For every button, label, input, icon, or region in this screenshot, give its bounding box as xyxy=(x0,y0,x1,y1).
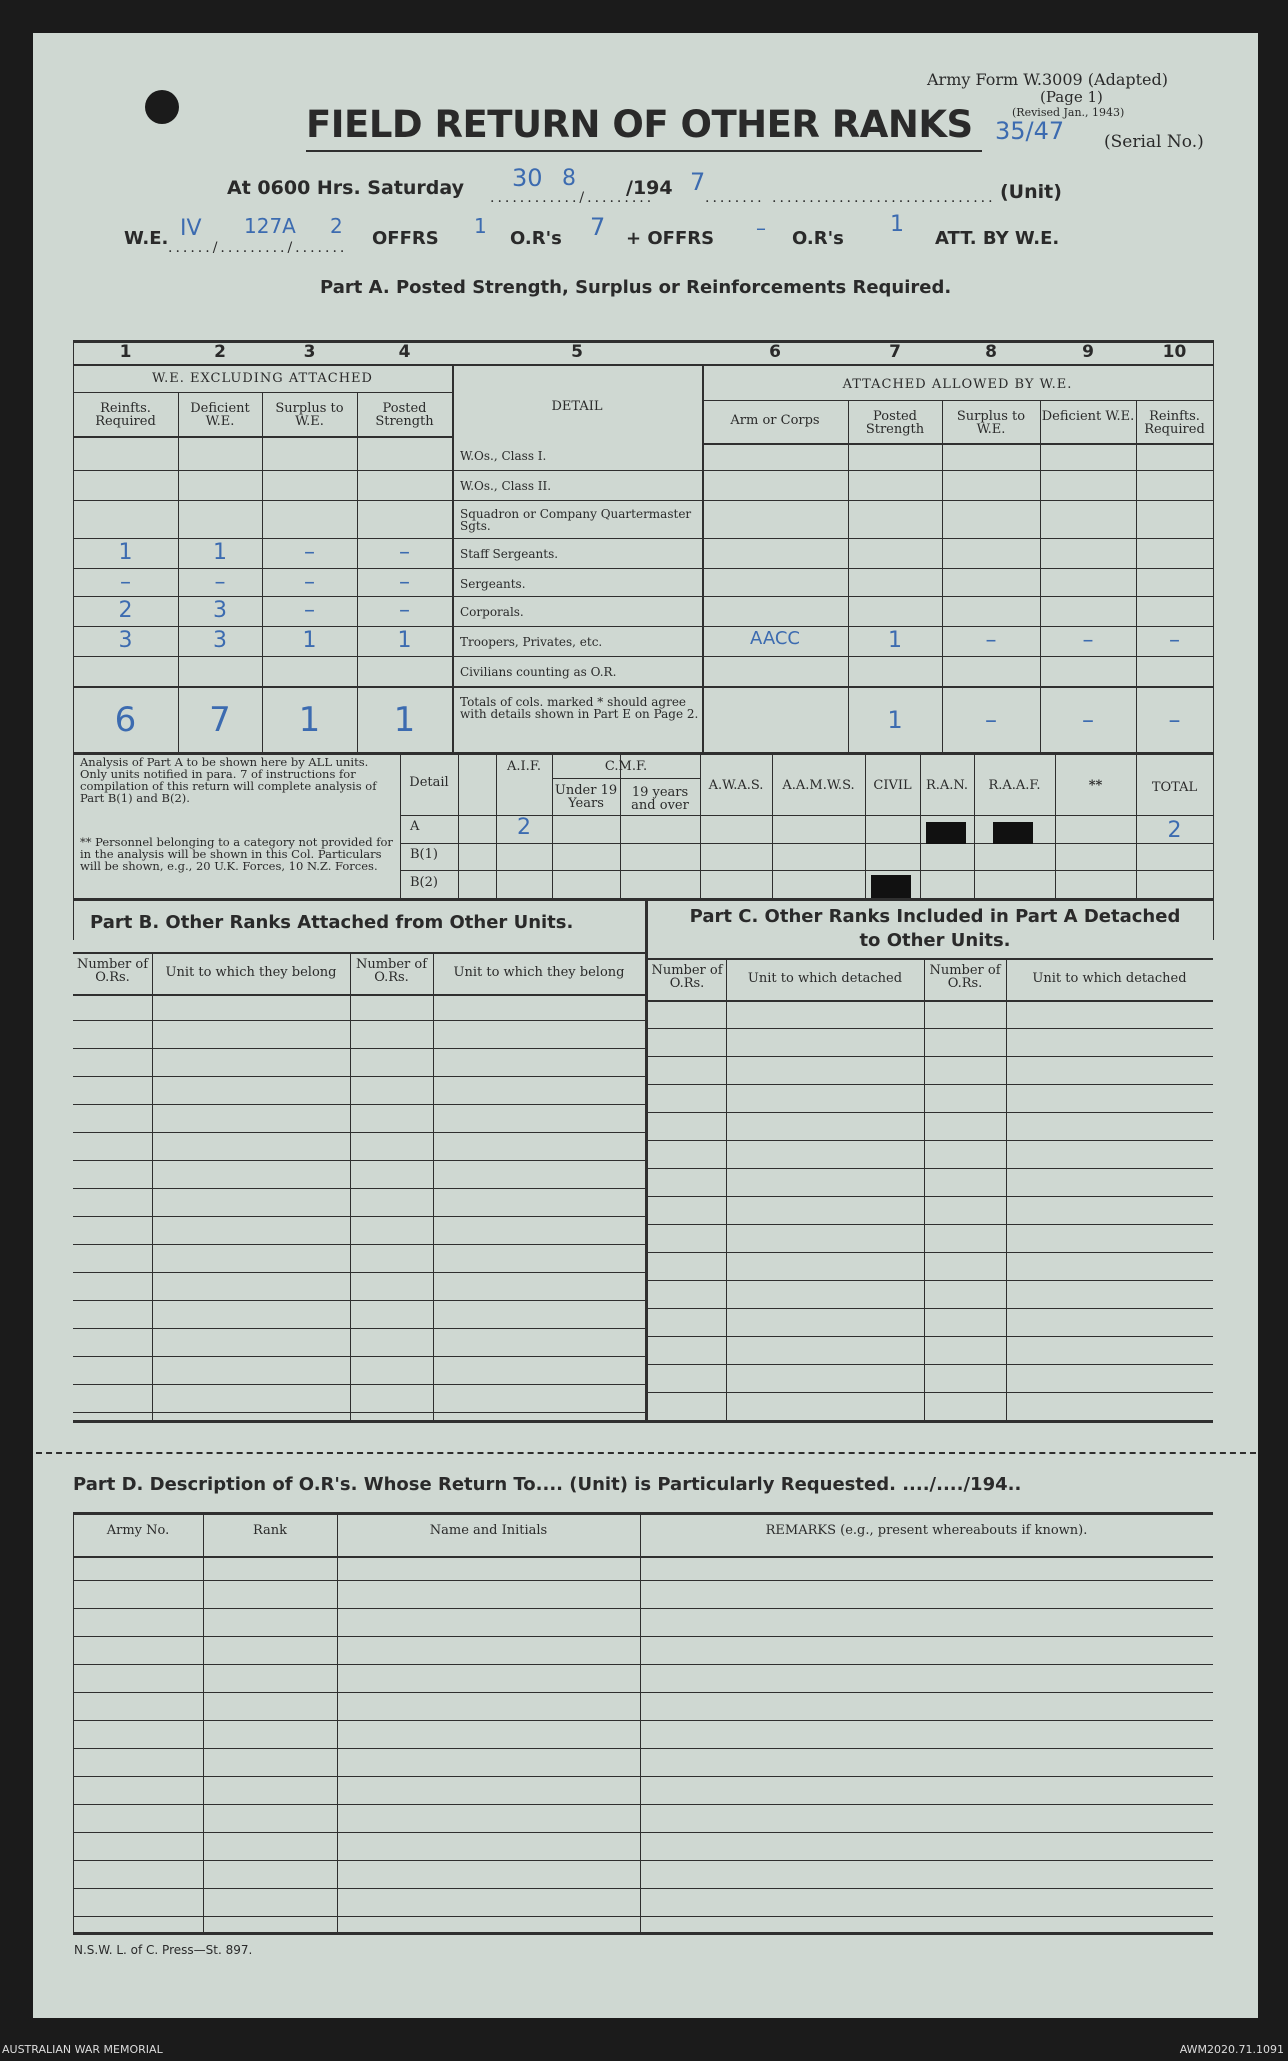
we-value-3: 2 xyxy=(330,214,343,238)
part-b-column-heading: Unit to which they belong xyxy=(165,965,337,980)
part-b-row-rule xyxy=(73,1020,645,1021)
part-a-row-rule xyxy=(73,656,1213,657)
left-handwritten-value: – xyxy=(214,570,226,595)
detail-row-label: Troopers, Privates, etc. xyxy=(460,635,603,649)
right-handwritten-value: 1 xyxy=(888,628,902,653)
part-b-column-heading: Unit to which they belong xyxy=(453,965,625,980)
aamws-heading: A.A.M.W.S. xyxy=(782,778,855,793)
part-d-title: Part D. Description of O.R's. Whose Return To.... (Unit) is Particularly Requested. ..../..../194.. xyxy=(73,1474,1022,1495)
redaction-block xyxy=(926,822,966,844)
left-handwritten-value: – xyxy=(399,570,410,595)
column-rule xyxy=(458,752,459,898)
column-rule xyxy=(73,1512,74,1932)
awas-heading: A.W.A.S. xyxy=(708,778,764,793)
part-c-column-heading: Number of O.Rs. xyxy=(929,963,1001,991)
rule-line xyxy=(73,1556,1213,1558)
part-d-column-heading: Rank xyxy=(252,1523,288,1538)
part-b-row-rule xyxy=(73,1160,645,1161)
left-handwritten-value: – xyxy=(399,598,410,623)
part-b-title: Part B. Other Ranks Attached from Other Units. xyxy=(90,912,574,933)
total-handwritten-value: – xyxy=(1082,706,1094,734)
part-c-row-rule xyxy=(648,1196,1213,1197)
att-label: ATT. BY W.E. xyxy=(935,228,1060,249)
other-heading: ** xyxy=(1088,778,1103,793)
rule-line xyxy=(73,952,645,954)
total-handwritten-value: 7 xyxy=(209,700,231,740)
detail-row-label: Sergeants. xyxy=(460,577,526,591)
column-number: 1 xyxy=(119,342,132,362)
part-d-row-rule xyxy=(73,1580,1213,1581)
part-c-row-rule xyxy=(648,1140,1213,1141)
cmf-heading: C.M.F. xyxy=(604,759,648,774)
left-handwritten-value: – xyxy=(304,598,315,623)
punch-hole xyxy=(145,90,179,124)
column-rule xyxy=(1055,752,1056,898)
over-19-heading: 19 years and over xyxy=(631,785,689,813)
part-c-row-rule xyxy=(648,1336,1213,1337)
analysis-detail-heading: Detail xyxy=(409,775,449,790)
rule-line xyxy=(73,1932,1213,1935)
left-handwritten-value: 3 xyxy=(213,598,227,623)
redaction-block xyxy=(871,875,911,899)
redaction-block xyxy=(993,822,1033,844)
column-number: 5 xyxy=(571,342,583,362)
ors-value: 7 xyxy=(590,213,606,241)
column-rule xyxy=(920,752,921,898)
part-c-row-rule xyxy=(648,1364,1213,1365)
left-handwritten-value: 1 xyxy=(302,628,317,653)
part-d-row-rule xyxy=(73,1888,1213,1889)
raaf-heading: R.A.A.F. xyxy=(988,778,1041,793)
ran-heading: R.A.N. xyxy=(925,778,969,793)
part-d-row-rule xyxy=(73,1832,1213,1833)
form-number: Army Form W.3009 (Adapted) xyxy=(927,70,1169,89)
part-c-row-rule xyxy=(648,1056,1213,1057)
column-rule xyxy=(1136,400,1137,754)
left-handwritten-value: 1 xyxy=(118,540,133,565)
column-number-rule xyxy=(73,364,1213,366)
column-rule xyxy=(337,1512,338,1932)
offrs-label: OFFRS xyxy=(372,228,439,249)
aif-a-value: 2 xyxy=(517,815,531,840)
plus-ors-value: 1 xyxy=(890,212,904,237)
left-handwritten-value: – xyxy=(399,540,410,565)
total-handwritten-value: 1 xyxy=(887,706,903,734)
part-b-row-rule xyxy=(73,1328,645,1329)
rule-line xyxy=(73,1512,1213,1515)
rule-line xyxy=(552,778,700,779)
date-day: 30 xyxy=(512,164,543,192)
part-b-row-rule xyxy=(73,1300,645,1301)
column-rule xyxy=(552,752,553,898)
part-a-row-rule xyxy=(73,538,1213,539)
civil-heading: CIVIL xyxy=(873,778,912,793)
part-c-row-rule xyxy=(648,1252,1213,1253)
right-column-heading: Posted Strength xyxy=(865,409,925,437)
part-c-column-heading: Unit to which detached xyxy=(747,971,903,986)
column-rule xyxy=(974,752,975,898)
page-number: (Page 1) xyxy=(1040,88,1103,106)
rule-line xyxy=(73,686,1213,688)
right-column-heading: Surplus to W.E. xyxy=(956,409,1026,437)
column-number: 4 xyxy=(398,342,411,362)
press-imprint: N.S.W. L. of C. Press—St. 897. xyxy=(74,1943,253,1957)
part-c-row-rule xyxy=(648,1084,1213,1085)
under-19-heading: Under 19 Years xyxy=(554,783,618,811)
part-b-row-rule xyxy=(73,1132,645,1133)
left-handwritten-value: 2 xyxy=(118,598,133,623)
part-c-title-continued: to Other Units. xyxy=(859,930,1011,951)
left-column-heading: Deficient W.E. xyxy=(190,401,250,429)
rule-line xyxy=(73,994,645,996)
part-a-row-rule xyxy=(73,470,1213,471)
rule-line xyxy=(400,870,1213,871)
detail-heading: DETAIL xyxy=(551,399,603,414)
ors-label: O.R's xyxy=(510,228,562,249)
column-rule xyxy=(848,400,849,754)
detail-row-label: Civilians counting as O.R. xyxy=(460,665,617,679)
unit-label: (Unit) xyxy=(1000,181,1062,203)
column-number: 3 xyxy=(303,342,316,362)
left-handwritten-value: – xyxy=(304,540,315,565)
part-c-row-rule xyxy=(648,1280,1213,1281)
plus-ors-label: O.R's xyxy=(792,228,844,249)
totals-note: Totals of cols. marked * should agree with details shown in Part E on Page 2. xyxy=(460,695,699,721)
left-column-heading: Reinfts. Required xyxy=(95,401,156,429)
part-c-row-rule xyxy=(648,1112,1213,1113)
year-digit: 7 xyxy=(690,168,706,196)
rule-line xyxy=(73,1420,1213,1423)
right-column-heading: Arm or Corps xyxy=(730,413,820,428)
part-c-title: Part C. Other Ranks Included in Part A Detached xyxy=(689,906,1181,927)
right-column-heading: Reinfts. Required xyxy=(1144,409,1205,437)
total-handwritten-value: – xyxy=(1168,706,1181,734)
column-rule xyxy=(350,952,351,1420)
cut-line xyxy=(36,1452,1256,1454)
column-number: 2 xyxy=(214,342,226,362)
part-b-column-heading: Number of O.Rs. xyxy=(76,957,149,985)
analysis-row-label: B(2) xyxy=(410,875,438,890)
part-d-row-rule xyxy=(73,1720,1213,1721)
offrs-value: 1 xyxy=(474,214,487,238)
column-rule xyxy=(203,1512,204,1932)
column-number: 9 xyxy=(1082,342,1094,362)
rule-line xyxy=(648,1000,1213,1002)
column-rule xyxy=(942,400,943,754)
left-handwritten-value: 1 xyxy=(213,540,227,565)
aif-heading: A.I.F. xyxy=(507,759,541,774)
total-a-value: 2 xyxy=(1167,818,1182,843)
left-handwritten-value: 1 xyxy=(397,628,412,653)
left-handwritten-value: 3 xyxy=(213,628,227,653)
we-excluding-attached-heading: W.E. EXCLUDING ATTACHED xyxy=(152,371,373,386)
we-label: W.E. xyxy=(124,228,169,249)
part-a-row-rule xyxy=(73,500,1213,501)
part-d-column-heading: Name and Initials xyxy=(429,1523,548,1538)
column-rule xyxy=(700,752,701,898)
we-value-2: 127A xyxy=(244,214,296,238)
part-c-row-rule xyxy=(648,1392,1213,1393)
rule-line xyxy=(400,843,1213,844)
part-d-row-rule xyxy=(73,1748,1213,1749)
part-d-row-rule xyxy=(73,1916,1213,1917)
part-a-row-rule xyxy=(73,568,1213,569)
footer-archive-name: AUSTRALIAN WAR MEMORIAL xyxy=(2,2043,163,2056)
total-handwritten-value: – xyxy=(985,706,997,734)
column-number: 6 xyxy=(769,342,781,362)
date-month: 8 xyxy=(562,166,576,191)
part-d-row-rule xyxy=(73,1776,1213,1777)
serial-value: 35/47 xyxy=(995,117,1065,145)
left-column-heading: Surplus to W.E. xyxy=(275,401,344,429)
serial-label: (Serial No.) xyxy=(1104,132,1204,152)
part-c-row-rule xyxy=(648,1028,1213,1029)
column-rule xyxy=(1213,340,1214,940)
part-c-row-rule xyxy=(648,1308,1213,1309)
analysis-note-other: ** Personnel belonging to a category not provided for in the analysis will be shown in this Col. Particulars will be shown, e.g., 20 U.K. Forces, 10 N.Z. Forces. xyxy=(80,835,393,873)
part-b-row-rule xyxy=(73,1244,645,1245)
total-handwritten-value: 1 xyxy=(393,700,416,740)
form-title: FIELD RETURN OF OTHER RANKS xyxy=(306,103,973,146)
part-b-column-heading: Number of O.Rs. xyxy=(355,957,428,985)
right-handwritten-value: – xyxy=(985,628,997,653)
total-handwritten-value: 6 xyxy=(114,700,137,740)
part-b-row-rule xyxy=(73,1356,645,1357)
analysis-row-label: A xyxy=(410,819,420,834)
part-d-row-rule xyxy=(73,1608,1213,1609)
column-rule xyxy=(433,952,434,1420)
year-prefix: /194 xyxy=(626,177,673,199)
part-b-row-rule xyxy=(73,1384,645,1385)
column-rule xyxy=(400,752,401,898)
column-rule xyxy=(702,364,704,754)
right-handwritten-value: AACC xyxy=(750,628,800,649)
part-a-row-rule xyxy=(73,596,1213,597)
part-b-row-rule xyxy=(73,1048,645,1049)
detail-row-label: Squadron or Company Quartermaster Sgts. xyxy=(460,507,692,533)
detail-row-label: Staff Sergeants. xyxy=(460,547,559,561)
right-handwritten-value: – xyxy=(1169,628,1180,653)
part-d-row-rule xyxy=(73,1860,1213,1861)
part-d-column-heading: REMARKS (e.g., present whereabouts if known). xyxy=(765,1523,1088,1538)
left-column-heading: Posted Strength xyxy=(375,401,434,429)
column-number: 7 xyxy=(889,342,901,362)
part-b-row-rule xyxy=(73,1188,645,1189)
part-c-row-rule xyxy=(648,1224,1213,1225)
left-handwritten-value: – xyxy=(304,570,315,595)
time-label: At 0600 Hrs. Saturday xyxy=(227,177,465,199)
part-a-row-rule xyxy=(73,626,1213,627)
part-c-column-heading: Unit to which detached xyxy=(1032,971,1187,986)
we-value-1: IV xyxy=(180,216,202,241)
plus-offrs-value: – xyxy=(756,216,766,240)
right-column-heading: Deficient W.E. xyxy=(1041,409,1135,424)
title-underline xyxy=(306,150,982,152)
right-handwritten-value: – xyxy=(1082,628,1094,653)
column-number: 8 xyxy=(985,342,997,362)
part-d-row-rule xyxy=(73,1636,1213,1637)
part-b-row-rule xyxy=(73,1104,645,1105)
left-handwritten-value: – xyxy=(120,570,131,595)
column-rule xyxy=(772,752,773,898)
column-rule xyxy=(1040,400,1041,754)
left-handwritten-value: 3 xyxy=(118,628,133,653)
analysis-row-label: B(1) xyxy=(410,847,438,862)
total-heading: TOTAL xyxy=(1151,780,1198,795)
part-d-row-rule xyxy=(73,1664,1213,1665)
part-d-column-heading: Army No. xyxy=(106,1523,170,1538)
detail-row-label: Corporals. xyxy=(460,605,524,619)
column-rule xyxy=(152,952,153,1420)
detail-row-label: W.Os., Class I. xyxy=(460,449,547,463)
column-rule xyxy=(865,752,866,898)
total-handwritten-value: 1 xyxy=(298,700,321,740)
plus-offrs-label: + OFFRS xyxy=(626,228,715,249)
part-b-row-rule xyxy=(73,1216,645,1217)
rule-line xyxy=(648,958,1213,960)
part-b-row-rule xyxy=(73,1272,645,1273)
part-b-row-rule xyxy=(73,1412,645,1413)
part-c-row-rule xyxy=(648,1168,1213,1169)
attached-allowed-heading: ATTACHED ALLOWED BY W.E. xyxy=(842,377,1073,392)
column-rule xyxy=(452,364,454,754)
rule-line xyxy=(73,898,1213,901)
column-number: 10 xyxy=(1162,342,1187,362)
part-c-column-heading: Number of O.Rs. xyxy=(651,963,723,991)
footer-archive-id: AWM2020.71.1091 xyxy=(1179,2043,1284,2056)
part-b-row-rule xyxy=(73,1076,645,1077)
part-d-row-rule xyxy=(73,1692,1213,1693)
part-d-row-rule xyxy=(73,1804,1213,1805)
analysis-note: Analysis of Part A to be shown here by ALL units. Only units notified in para. 7 of instructions for compilation of this return will complete analysis of Part B(1) and B(2). xyxy=(80,755,377,805)
revised-date: (Revised Jan., 1943) xyxy=(1012,106,1125,119)
column-rule xyxy=(640,1512,641,1932)
detail-row-label: W.Os., Class II. xyxy=(460,479,552,493)
part-a-title: Part A. Posted Strength, Surplus or Reinforcements Required. xyxy=(320,277,952,298)
